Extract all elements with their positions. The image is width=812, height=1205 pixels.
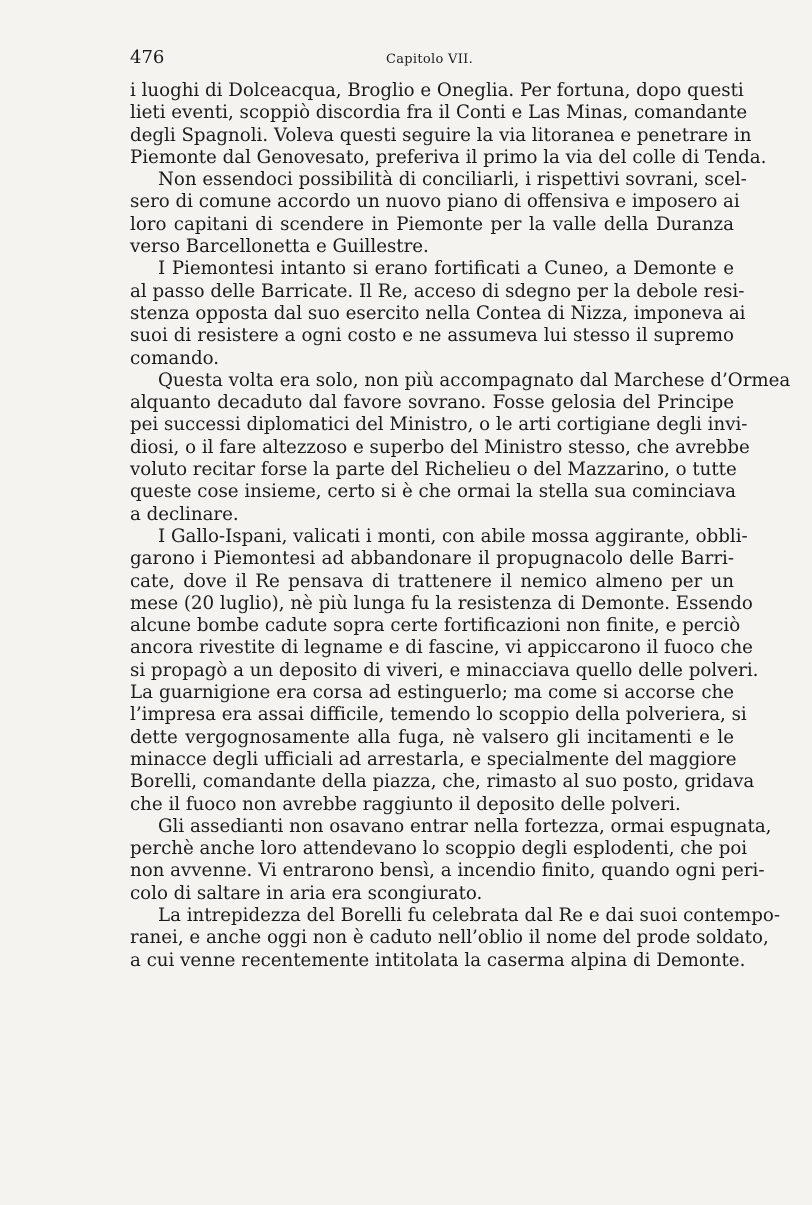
text-line: Questa volta era solo, non più accompagnato dal Marchese d’Ormea — [158, 369, 791, 391]
text-line: comando. — [130, 347, 219, 369]
text-line: colo di saltare in aria era scongiurato. — [130, 882, 483, 904]
text-line: verso Barcellonetta e Guillestre. — [130, 236, 429, 258]
text-line: si propagò a un deposito di viveri, e minacciava quello delle polveri. — [130, 659, 759, 681]
page-header — [130, 44, 734, 72]
text-line: diosi, o il fare altezzoso e superbo del Ministro stesso, che avrebbe — [130, 436, 750, 458]
text-line: voluto recitar forse la parte del Richelieu o del Mazzarino, o tutte — [130, 459, 737, 481]
text-line: pei successi diplomatici del Ministro, o le arti cortigiane degli invi- — [130, 414, 748, 436]
body-text — [130, 80, 791, 972]
text-line: La intrepidezza del Borelli fu celebrata dal Re e dai suoi contempo- — [158, 904, 780, 926]
text-line: mese (20 luglio), nè più lunga fu la resistenza di Demonte. Essendo — [130, 592, 753, 614]
text-line: che il fuoco non avrebbe raggiunto il deposito delle polveri. — [130, 793, 681, 815]
text-line: alquanto decaduto dal favore sovrano. Fosse gelosia del Principe — [130, 392, 734, 414]
text-line: garono i Piemontesi ad abbandonare il propugnacolo delle Barri- — [130, 548, 734, 570]
text-line: suoi di resistere a ogni costo e ne assumeva lui stesso il supremo — [130, 325, 734, 347]
text-line: stenza opposta dal suo esercito nella Contea di Nizza, imponeva ai — [130, 302, 746, 324]
page-number: 476 — [130, 47, 165, 68]
text-line: degli Spagnoli. Voleva questi seguire la via litoranea e penetrare in — [130, 124, 752, 146]
text-line: dette vergognosamente alla fuga, nè valsero gli incitamenti e le — [130, 726, 734, 748]
text-line: ranei, e anche oggi non è caduto nell’oblio il nome del prode soldato, — [130, 927, 769, 949]
text-line: queste cose insieme, certo si è che ormai la stella sua cominciava — [130, 481, 736, 503]
text-line: lieti eventi, scoppiò discordia fra il Conti e Las Minas, comandante — [130, 102, 748, 124]
text-line: cate, dove il Re pensava di trattenere il nemico almeno per un — [130, 570, 734, 592]
text-line: l’impresa era assai difficile, temendo lo scoppio della polveriera, si — [130, 704, 747, 726]
text-line: a declinare. — [130, 503, 239, 525]
text-line: Non essendoci possibilità di conciliarli, i rispettivi sovrani, scel- — [158, 169, 747, 191]
text-line: al passo delle Barricate. Il Re, acceso di sdegno per la debole resi- — [130, 280, 745, 302]
text-line: La guarnigione era corsa ad estinguerlo; ma come si accorse che — [130, 682, 734, 704]
text-line: minacce degli ufficiali ad arrestarla, e specialmente del maggiore — [130, 748, 737, 770]
text-line: i luoghi di Dolceacqua, Broglio e Oneglia. Per fortuna, dopo questi — [130, 80, 744, 101]
text-line: non avvenne. Vi entrarono bensì, a incendio finito, quando ogni peri- — [130, 860, 765, 882]
chapter-title: Capitolo VII. — [386, 52, 474, 67]
text-line: Piemonte dal Genovesato, preferiva il primo la via del colle di Tenda. — [130, 146, 767, 168]
text-line: ancora rivestite di legname e di fascine, vi appiccarono il fuoco che — [130, 637, 753, 659]
text-line: Borelli, comandante della piazza, che, rimasto al suo posto, gridava — [130, 771, 755, 793]
text-line: sero di comune accordo un nuovo piano di offensiva e imposero ai — [130, 191, 740, 213]
text-line: I Piemontesi intanto si erano fortificati a Cuneo, a Demonte e — [158, 258, 734, 280]
text-line: alcune bombe cadute sopra certe fortificazioni non finite, e perciò — [130, 615, 741, 637]
text-line: perchè anche loro attendevano lo scoppio degli esplodenti, che poi — [130, 838, 748, 860]
text-line: I Gallo-Ispani, valicati i monti, con abile mossa aggirante, obbli- — [158, 525, 748, 547]
text-line: Gli assedianti non osavano entrar nella fortezza, ormai espugnata, — [158, 815, 772, 837]
text-line: loro capitani di scendere in Piemonte per la valle della Duranza — [130, 213, 734, 235]
text-line: a cui venne recentemente intitolata la caserma alpina di Demonte. — [130, 949, 746, 971]
